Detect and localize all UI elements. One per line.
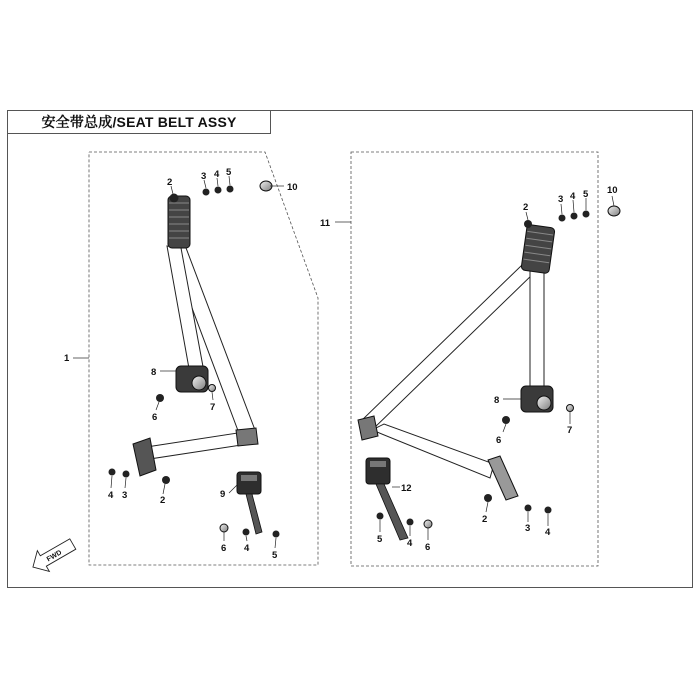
left-belt [140,240,255,460]
callout-4-left-bottom: 4 [244,543,250,554]
callout-5-left-top: 5 [226,167,232,178]
callout-4-left-low: 4 [108,490,114,501]
right-shoulder-guide [521,224,555,273]
right-buckle [366,458,408,540]
callout-9: 9 [220,489,226,500]
callout-4-right-low: 4 [545,527,551,538]
callout-7-right: 7 [567,425,573,436]
callout-4-right-bottom: 4 [407,538,413,549]
callout-2-left-low: 2 [160,495,166,506]
callout-3-right-top: 3 [558,194,564,205]
diagram-title: 安全带总成/SEAT BELT ASSY [41,114,237,130]
callout-7-left: 7 [210,402,216,413]
callout-5-right-top: 5 [583,189,589,200]
callout-6-right-mid: 6 [496,435,502,446]
callout-8-left: 8 [151,367,157,378]
callout-8-right: 8 [494,395,500,406]
callout-2-right-low: 2 [482,514,488,525]
callout-1: 1 [64,353,70,364]
callout-2-right-top: 2 [523,202,529,213]
callout-3-right-low: 3 [525,523,531,534]
right-belt [360,265,544,478]
callout-5-left-bottom: 5 [272,550,278,561]
callout-6-left-mid: 6 [152,412,158,423]
callout-2-left-top: 2 [167,177,173,188]
left-retractor [176,366,208,392]
callout-4-right-top: 4 [570,191,576,202]
fwd-arrow-icon [27,534,79,578]
callout-5-right-low: 5 [377,534,383,545]
callout-3-left-top: 3 [201,171,207,182]
callout-6-right-low: 6 [425,542,431,553]
left-buckle [237,472,262,534]
right-retractor [521,386,553,412]
callout-3-left-low: 3 [122,490,128,501]
callout-6-left-low: 6 [221,543,227,554]
callout-11: 11 [320,218,331,229]
fwd-label: FWD [45,549,64,564]
left-assembly-boundary [89,152,318,565]
left-shoulder-guide [168,196,190,248]
callout-10-right: 10 [607,185,618,196]
callout-4-left-top: 4 [214,169,220,180]
callout-12: 12 [401,483,412,494]
callout-10-left: 10 [287,182,298,193]
